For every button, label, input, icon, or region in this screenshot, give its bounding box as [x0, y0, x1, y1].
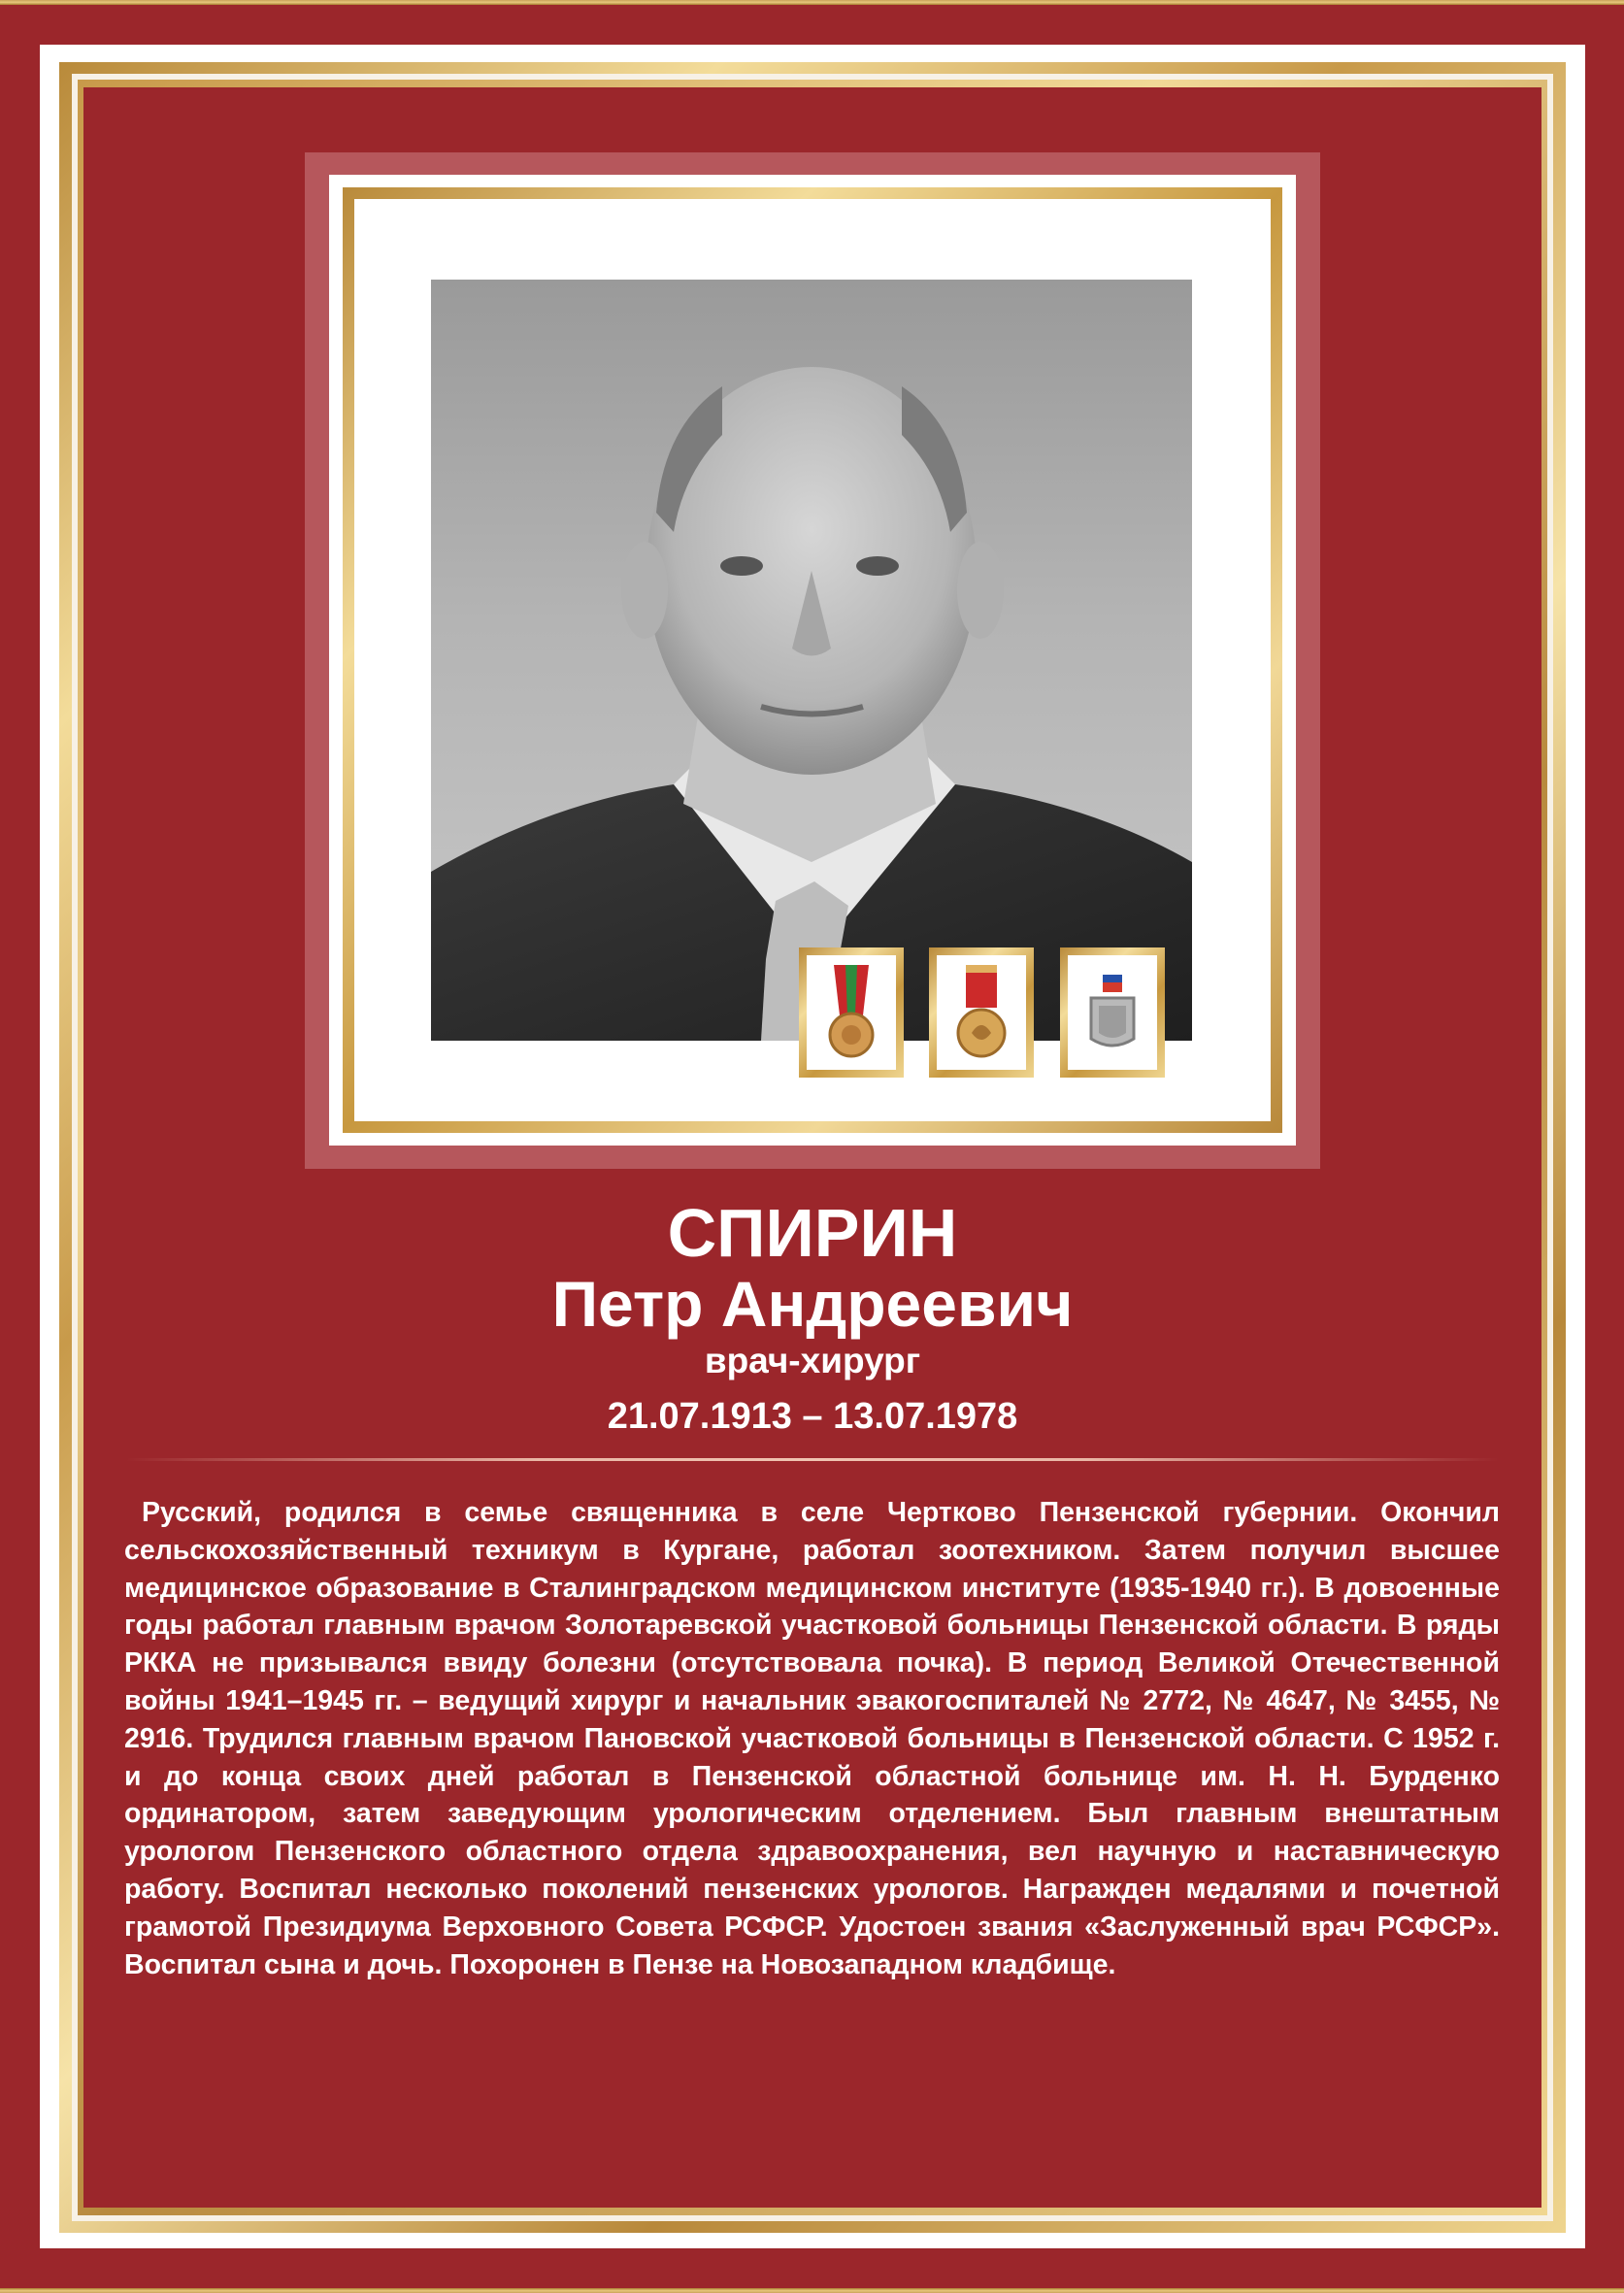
person-profession: врач-хирург	[704, 1341, 921, 1380]
portrait-photo-icon	[431, 280, 1192, 1041]
medal-ribbon-red-green-icon	[807, 955, 896, 1070]
bottom-gold-strip	[0, 2288, 1624, 2293]
person-surname: СПИРИН	[667, 1195, 958, 1271]
top-gold-strip	[0, 0, 1624, 5]
medal-1-frame	[799, 947, 904, 1078]
person-given-names: Петр Андреевич	[551, 1268, 1074, 1340]
person-dates: 21.07.1913 – 13.07.1978	[607, 1396, 1018, 1437]
medal-2-frame	[929, 947, 1034, 1078]
divider-line	[126, 1458, 1499, 1461]
portrait-photo	[431, 280, 1192, 1041]
biography-text: Русский, родился в семье священника в селе Чертково Пензенской губернии. Окончил сельскохозяйственный техникум в Кургане, работал зоотехником. Затем получил высшее медицинское образование в Сталинградском медицинском институте (1935-1940 гг.). В довоенные годы работал главным врачом Золотаревской участковой больницы Пензенской области. В ряды РККА не призывался ввиду болезни (отсутствовала почка). В период Великой Отечественной войны 1941–1945 гг. – ведущий хирург и начальник эвакогоспиталей № 2772, № 4647, № 3455, № 2916. Трудился главным врачом Пановской участковой больницы в Пензенской области. С 1952 г. и до конца своих дней работал в Пензенской областной больнице им. Н. Н. Бурденко ординатором, затем заведующим урологическим отделением. Был главным внештатным урологом Пензенского областного отдела здравоохранения, вел научную и наставническую работу. Воспитал несколько поколений пензенских урологов. Награжден медалями и почетной грамотой Президиума Верховного Совета РСФСР. Удостоен звания «Заслуженный врач РСФСР». Воспитал сына и дочь. Похоронен в Пензе на Новозападном кладбище.	[124, 1497, 1500, 1980]
badge-flag-icon	[1068, 955, 1157, 1070]
medal-red-ribbon-lenin-icon	[937, 955, 1026, 1070]
medal-3-frame	[1060, 947, 1165, 1078]
